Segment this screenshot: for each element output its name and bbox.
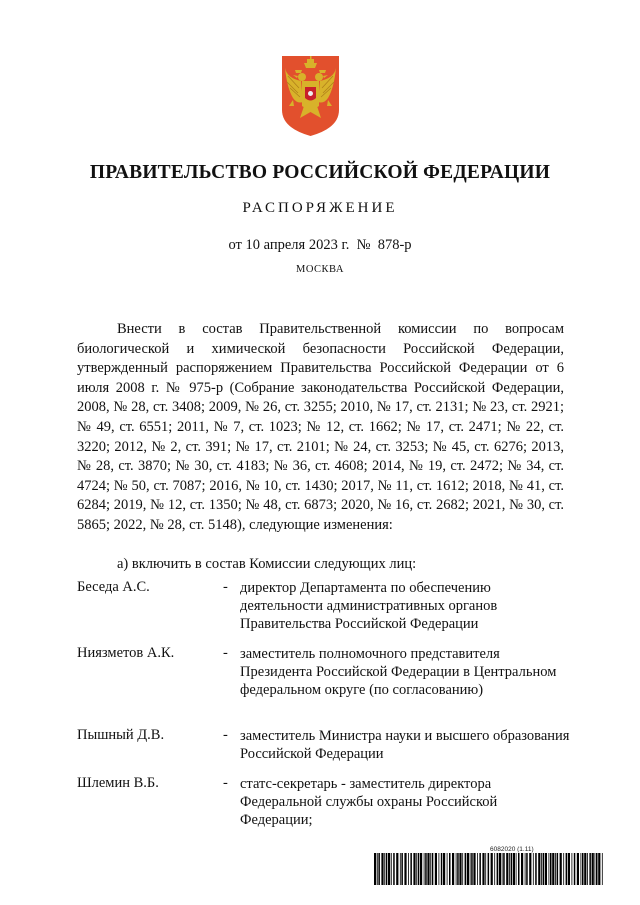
document-city: МОСКВА [296, 264, 344, 275]
person-name: Беседа А.С. [77, 579, 150, 595]
person-role: директор Департамента по обеспечению деятельности административных органов Правительства Российской Федерации [240, 580, 498, 632]
document-type: РАСПОРЯЖЕНИЕ [242, 200, 398, 216]
government-title: ПРАВИТЕЛЬСТВО РОССИЙСКОЙ ФЕДЕРАЦИИ [89, 162, 551, 183]
person-dash: - [223, 775, 228, 791]
person-role: заместитель Министра науки и высшего образования Российской Федерации [240, 728, 570, 762]
document-date-number: от 10 апреля 2023 г. № 878-р [228, 237, 412, 253]
person-dash: - [223, 645, 228, 661]
intro-paragraph: Внести в состав Правительственной комиссии по вопросам биологической и химической безопасности Российской Федерации, утвержденный распоряжением Правительства Российской Федерации от 6 июля 2008 г. № 975-р (Собрание законодательства Российской Федерации, 2008, № 28, ст. 3408; 2009, № 26, ст. 3255; 2010, № 17, ст. 2131; № 23, ст. 2921; № 49, ст. 6551; 2011, № 7, ст. 1023; № 12, ст. 1662; № 17, ст. 2471; № 22, ст. 3220; 2012, № 2, ст. 391; № 17, ст. 2101; № 24, ст. 3253; № 45, ст. 6276; 2013, № 28, ст. 3870; № 30, ст. 4183; № 36, ст. 4608; 2014, № 19, ст. 2472; № 34, ст. 4724; № 50, ст. 7087; 2016, № 10, ст. 1430; 2017, № 11, ст. 1612; 2018, № 41, ст. 6284; 2019, № 12, ст. 1350; № 48, ст. 6873; 2020, № 16, ст. 2682; 2021, № 30, ст. 5865; 2022, № 28, ст. 5148), следующие изменения: [77, 321, 564, 533]
person-role: заместитель полномочного представителя Президента Российской Федерации в Центральном федеральном округе (по согласованию) [240, 646, 557, 698]
barcode-icon [374, 853, 604, 885]
person-dash: - [223, 579, 228, 595]
document-code: 6082020 (1.11) [490, 846, 534, 853]
person-role: статс-секретарь - заместитель директора Федеральной службы охраны Российской Федерации; [240, 776, 498, 828]
person-name: Шлемин В.Б. [77, 775, 159, 791]
coat-of-arms-icon [279, 54, 342, 138]
item-a-text: а) включить в состав Комиссии следующих лиц: [117, 556, 417, 572]
person-name: Пышный Д.В. [77, 727, 165, 743]
person-dash: - [223, 727, 228, 743]
person-name: Ниязметов А.К. [77, 645, 175, 661]
